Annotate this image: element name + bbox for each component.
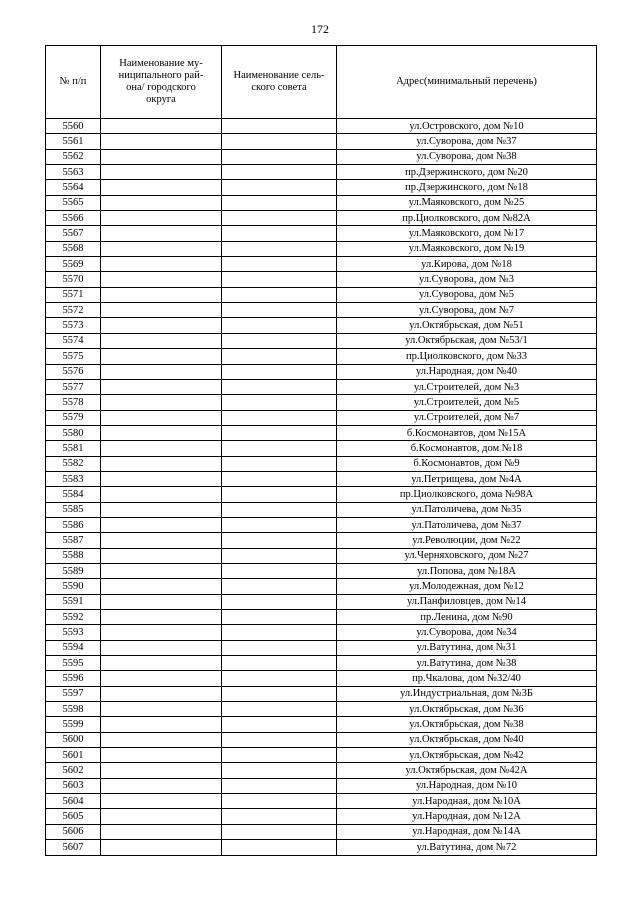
district-cell <box>101 809 222 824</box>
row-number: 5593 <box>46 625 101 640</box>
header-district-line: Наименование му- <box>119 58 203 69</box>
council-cell <box>222 211 337 226</box>
header-district-line: ниципального рай- <box>118 70 204 81</box>
row-address: пр.Циолковского, дома №98А <box>337 487 597 502</box>
row-number: 5571 <box>46 287 101 302</box>
district-cell <box>101 778 222 793</box>
row-number: 5587 <box>46 533 101 548</box>
row-address: ул.Островского, дом №10 <box>337 119 597 134</box>
council-cell <box>222 180 337 195</box>
table-row <box>46 517 597 532</box>
district-cell <box>101 471 222 486</box>
row-number: 5575 <box>46 349 101 364</box>
row-number: 5572 <box>46 303 101 318</box>
table-row <box>46 287 597 302</box>
row-address: ул.Ватутина, дом №31 <box>337 640 597 655</box>
row-number: 5601 <box>46 748 101 763</box>
row-address: ул.Октябрьская, дом №38 <box>337 717 597 732</box>
table-row <box>46 410 597 425</box>
table-row <box>46 748 597 763</box>
row-number: 5603 <box>46 778 101 793</box>
council-cell <box>222 364 337 379</box>
district-cell <box>101 517 222 532</box>
council-cell <box>222 502 337 517</box>
council-cell <box>222 456 337 471</box>
district-cell <box>101 794 222 809</box>
row-address: ул.Патоличева, дом №35 <box>337 502 597 517</box>
table-row <box>46 318 597 333</box>
council-cell <box>222 487 337 502</box>
table-row <box>46 149 597 164</box>
header-district <box>101 46 222 119</box>
row-address: ул.Октябрьская, дом №51 <box>337 318 597 333</box>
row-number: 5576 <box>46 364 101 379</box>
row-address: ул.Суворова, дом №5 <box>337 287 597 302</box>
row-address: ул.Народная, дом №14А <box>337 824 597 839</box>
table-row <box>46 656 597 671</box>
row-number: 5568 <box>46 241 101 256</box>
council-cell <box>222 640 337 655</box>
district-cell <box>101 763 222 778</box>
district-cell <box>101 441 222 456</box>
table-row <box>46 272 597 287</box>
council-cell <box>222 241 337 256</box>
district-cell <box>101 702 222 717</box>
row-number: 5584 <box>46 487 101 502</box>
table-row <box>46 686 597 701</box>
council-cell <box>222 333 337 348</box>
header-number: № п/п <box>46 46 101 119</box>
council-cell <box>222 257 337 272</box>
row-number: 5598 <box>46 702 101 717</box>
row-number: 5562 <box>46 149 101 164</box>
row-number: 5563 <box>46 165 101 180</box>
council-cell <box>222 318 337 333</box>
row-address: ул.Маяковского, дом №17 <box>337 226 597 241</box>
row-address: ул.Маяковского, дом №25 <box>337 195 597 210</box>
row-number: 5577 <box>46 379 101 394</box>
table-row <box>46 211 597 226</box>
district-cell <box>101 425 222 440</box>
row-number: 5564 <box>46 180 101 195</box>
table-row <box>46 840 597 855</box>
row-address: ул.Суворова, дом №38 <box>337 149 597 164</box>
row-address: ул.Ватутина, дом №72 <box>337 840 597 855</box>
district-cell <box>101 840 222 855</box>
table-row <box>46 241 597 256</box>
table-row <box>46 702 597 717</box>
row-number: 5586 <box>46 517 101 532</box>
table-row <box>46 349 597 364</box>
row-address: ул.Панфиловцев, дом №14 <box>337 594 597 609</box>
row-address: ул.Октябрьская, дом №53/1 <box>337 333 597 348</box>
table-row <box>46 640 597 655</box>
row-number: 5594 <box>46 640 101 655</box>
district-cell <box>101 333 222 348</box>
district-cell <box>101 625 222 640</box>
row-address: ул.Молодежная, дом №12 <box>337 579 597 594</box>
row-number: 5602 <box>46 763 101 778</box>
council-cell <box>222 563 337 578</box>
table-row <box>46 395 597 410</box>
council-cell <box>222 303 337 318</box>
district-cell <box>101 548 222 563</box>
council-cell <box>222 671 337 686</box>
row-address: ул.Суворова, дом №34 <box>337 625 597 640</box>
district-cell <box>101 165 222 180</box>
council-cell <box>222 165 337 180</box>
row-address: пр.Дзержинского, дом №18 <box>337 180 597 195</box>
council-cell <box>222 119 337 134</box>
district-cell <box>101 287 222 302</box>
district-cell <box>101 594 222 609</box>
row-number: 5580 <box>46 425 101 440</box>
row-number: 5581 <box>46 441 101 456</box>
table-row <box>46 134 597 149</box>
row-number: 5560 <box>46 119 101 134</box>
table-row <box>46 487 597 502</box>
table-row <box>46 548 597 563</box>
row-number: 5582 <box>46 456 101 471</box>
row-address: ул.Попова, дом №18А <box>337 563 597 578</box>
council-cell <box>222 809 337 824</box>
row-address: ул.Революции, дом №22 <box>337 533 597 548</box>
table-row <box>46 471 597 486</box>
district-cell <box>101 640 222 655</box>
district-cell <box>101 241 222 256</box>
district-cell <box>101 487 222 502</box>
council-cell <box>222 349 337 364</box>
row-address: б.Космонавтов, дом №15А <box>337 425 597 440</box>
row-number: 5561 <box>46 134 101 149</box>
row-address: пр.Дзержинского, дом №20 <box>337 165 597 180</box>
district-cell <box>101 195 222 210</box>
council-cell <box>222 794 337 809</box>
row-number: 5597 <box>46 686 101 701</box>
row-number: 5567 <box>46 226 101 241</box>
row-address: ул.Суворова, дом №37 <box>337 134 597 149</box>
row-address: пр.Циолковского, дом №33 <box>337 349 597 364</box>
address-registry-table <box>45 45 597 856</box>
table-row <box>46 732 597 747</box>
council-cell <box>222 226 337 241</box>
row-address: ул.Народная, дом №12А <box>337 809 597 824</box>
row-address: ул.Октябрьская, дом №36 <box>337 702 597 717</box>
council-cell <box>222 717 337 732</box>
district-cell <box>101 257 222 272</box>
table-row <box>46 671 597 686</box>
table-row <box>46 364 597 379</box>
council-cell <box>222 610 337 625</box>
row-number: 5600 <box>46 732 101 747</box>
header-district-line: округа <box>146 94 176 105</box>
table-header-row <box>46 46 597 119</box>
row-number: 5573 <box>46 318 101 333</box>
council-cell <box>222 579 337 594</box>
district-cell <box>101 303 222 318</box>
council-cell <box>222 195 337 210</box>
council-cell <box>222 824 337 839</box>
row-number: 5599 <box>46 717 101 732</box>
council-cell <box>222 548 337 563</box>
row-address: пр.Ленина, дом №90 <box>337 610 597 625</box>
table-row <box>46 579 597 594</box>
council-cell <box>222 272 337 287</box>
table-row <box>46 610 597 625</box>
header-council-line: ского совета <box>251 82 307 93</box>
council-cell <box>222 594 337 609</box>
row-number: 5566 <box>46 211 101 226</box>
district-cell <box>101 563 222 578</box>
row-number: 5588 <box>46 548 101 563</box>
table-row <box>46 303 597 318</box>
district-cell <box>101 379 222 394</box>
district-cell <box>101 610 222 625</box>
council-cell <box>222 686 337 701</box>
table-row <box>46 257 597 272</box>
table-row <box>46 625 597 640</box>
row-address: ул.Индустриальная, дом №3Б <box>337 686 597 701</box>
row-number: 5565 <box>46 195 101 210</box>
district-cell <box>101 824 222 839</box>
row-number: 5607 <box>46 840 101 855</box>
council-cell <box>222 732 337 747</box>
row-address: пр.Циолковского, дом №82А <box>337 211 597 226</box>
district-cell <box>101 180 222 195</box>
header-council-line: Наименование сель- <box>233 70 325 81</box>
district-cell <box>101 410 222 425</box>
table-row <box>46 763 597 778</box>
district-cell <box>101 395 222 410</box>
council-cell <box>222 379 337 394</box>
council-cell <box>222 656 337 671</box>
row-address: ул.Черняховского, дом №27 <box>337 548 597 563</box>
council-cell <box>222 410 337 425</box>
header-council <box>222 46 337 119</box>
row-address: ул.Строителей, дом №5 <box>337 395 597 410</box>
table-row <box>46 824 597 839</box>
row-number: 5591 <box>46 594 101 609</box>
row-number: 5605 <box>46 809 101 824</box>
district-cell <box>101 349 222 364</box>
council-cell <box>222 134 337 149</box>
row-address: ул.Строителей, дом №3 <box>337 379 597 394</box>
row-address: пр.Чкалова, дом №32/40 <box>337 671 597 686</box>
row-address: б.Космонавтов, дом №9 <box>337 456 597 471</box>
district-cell <box>101 533 222 548</box>
row-address: ул.Суворова, дом №3 <box>337 272 597 287</box>
district-cell <box>101 211 222 226</box>
table-row <box>46 333 597 348</box>
district-cell <box>101 149 222 164</box>
council-cell <box>222 778 337 793</box>
row-number: 5589 <box>46 563 101 578</box>
district-cell <box>101 456 222 471</box>
district-cell <box>101 318 222 333</box>
table-row <box>46 456 597 471</box>
table-row <box>46 195 597 210</box>
council-cell <box>222 702 337 717</box>
header-district-line: она/ городского <box>126 82 196 93</box>
table-row <box>46 778 597 793</box>
row-address: б.Космонавтов, дом №18 <box>337 441 597 456</box>
row-number: 5604 <box>46 794 101 809</box>
row-address: ул.Строителей, дом №7 <box>337 410 597 425</box>
table-row <box>46 180 597 195</box>
row-number: 5592 <box>46 610 101 625</box>
table-row <box>46 441 597 456</box>
row-address: ул.Маяковского, дом №19 <box>337 241 597 256</box>
council-cell <box>222 149 337 164</box>
council-cell <box>222 471 337 486</box>
table-row <box>46 379 597 394</box>
row-number: 5590 <box>46 579 101 594</box>
council-cell <box>222 395 337 410</box>
table-row <box>46 119 597 134</box>
row-number: 5595 <box>46 656 101 671</box>
district-cell <box>101 579 222 594</box>
row-address: ул.Октябрьская, дом №42А <box>337 763 597 778</box>
table-row <box>46 502 597 517</box>
row-address: ул.Кирова, дом №18 <box>337 257 597 272</box>
table-row <box>46 717 597 732</box>
district-cell <box>101 272 222 287</box>
council-cell <box>222 763 337 778</box>
council-cell <box>222 748 337 763</box>
page-number: 172 <box>311 22 329 36</box>
council-cell <box>222 517 337 532</box>
row-address: ул.Патоличева, дом №37 <box>337 517 597 532</box>
council-cell <box>222 533 337 548</box>
district-cell <box>101 732 222 747</box>
row-address: ул.Петрищева, дом №4А <box>337 471 597 486</box>
district-cell <box>101 502 222 517</box>
row-number: 5585 <box>46 502 101 517</box>
table-row <box>46 165 597 180</box>
district-cell <box>101 364 222 379</box>
row-number: 5606 <box>46 824 101 839</box>
row-number: 5574 <box>46 333 101 348</box>
row-number: 5596 <box>46 671 101 686</box>
district-cell <box>101 134 222 149</box>
row-number: 5579 <box>46 410 101 425</box>
council-cell <box>222 287 337 302</box>
row-address: ул.Ватутина, дом №38 <box>337 656 597 671</box>
table-row <box>46 533 597 548</box>
district-cell <box>101 119 222 134</box>
table-row <box>46 594 597 609</box>
table-row <box>46 425 597 440</box>
district-cell <box>101 226 222 241</box>
row-address: ул.Суворова, дом №7 <box>337 303 597 318</box>
table-row <box>46 226 597 241</box>
row-address: ул.Народная, дом №40 <box>337 364 597 379</box>
council-cell <box>222 441 337 456</box>
district-cell <box>101 671 222 686</box>
district-cell <box>101 717 222 732</box>
table-row <box>46 809 597 824</box>
header-address: Адрес(минимальный перечень) <box>337 46 597 119</box>
row-address: ул.Народная, дом №10 <box>337 778 597 793</box>
council-cell <box>222 425 337 440</box>
district-cell <box>101 748 222 763</box>
table-row <box>46 794 597 809</box>
table-row <box>46 563 597 578</box>
row-number: 5583 <box>46 471 101 486</box>
row-address: ул.Октябрьская, дом №42 <box>337 748 597 763</box>
row-address: ул.Народная, дом №10А <box>337 794 597 809</box>
district-cell <box>101 656 222 671</box>
row-number: 5570 <box>46 272 101 287</box>
council-cell <box>222 840 337 855</box>
council-cell <box>222 625 337 640</box>
row-address: ул.Октябрьская, дом №40 <box>337 732 597 747</box>
district-cell <box>101 686 222 701</box>
row-number: 5569 <box>46 257 101 272</box>
row-number: 5578 <box>46 395 101 410</box>
